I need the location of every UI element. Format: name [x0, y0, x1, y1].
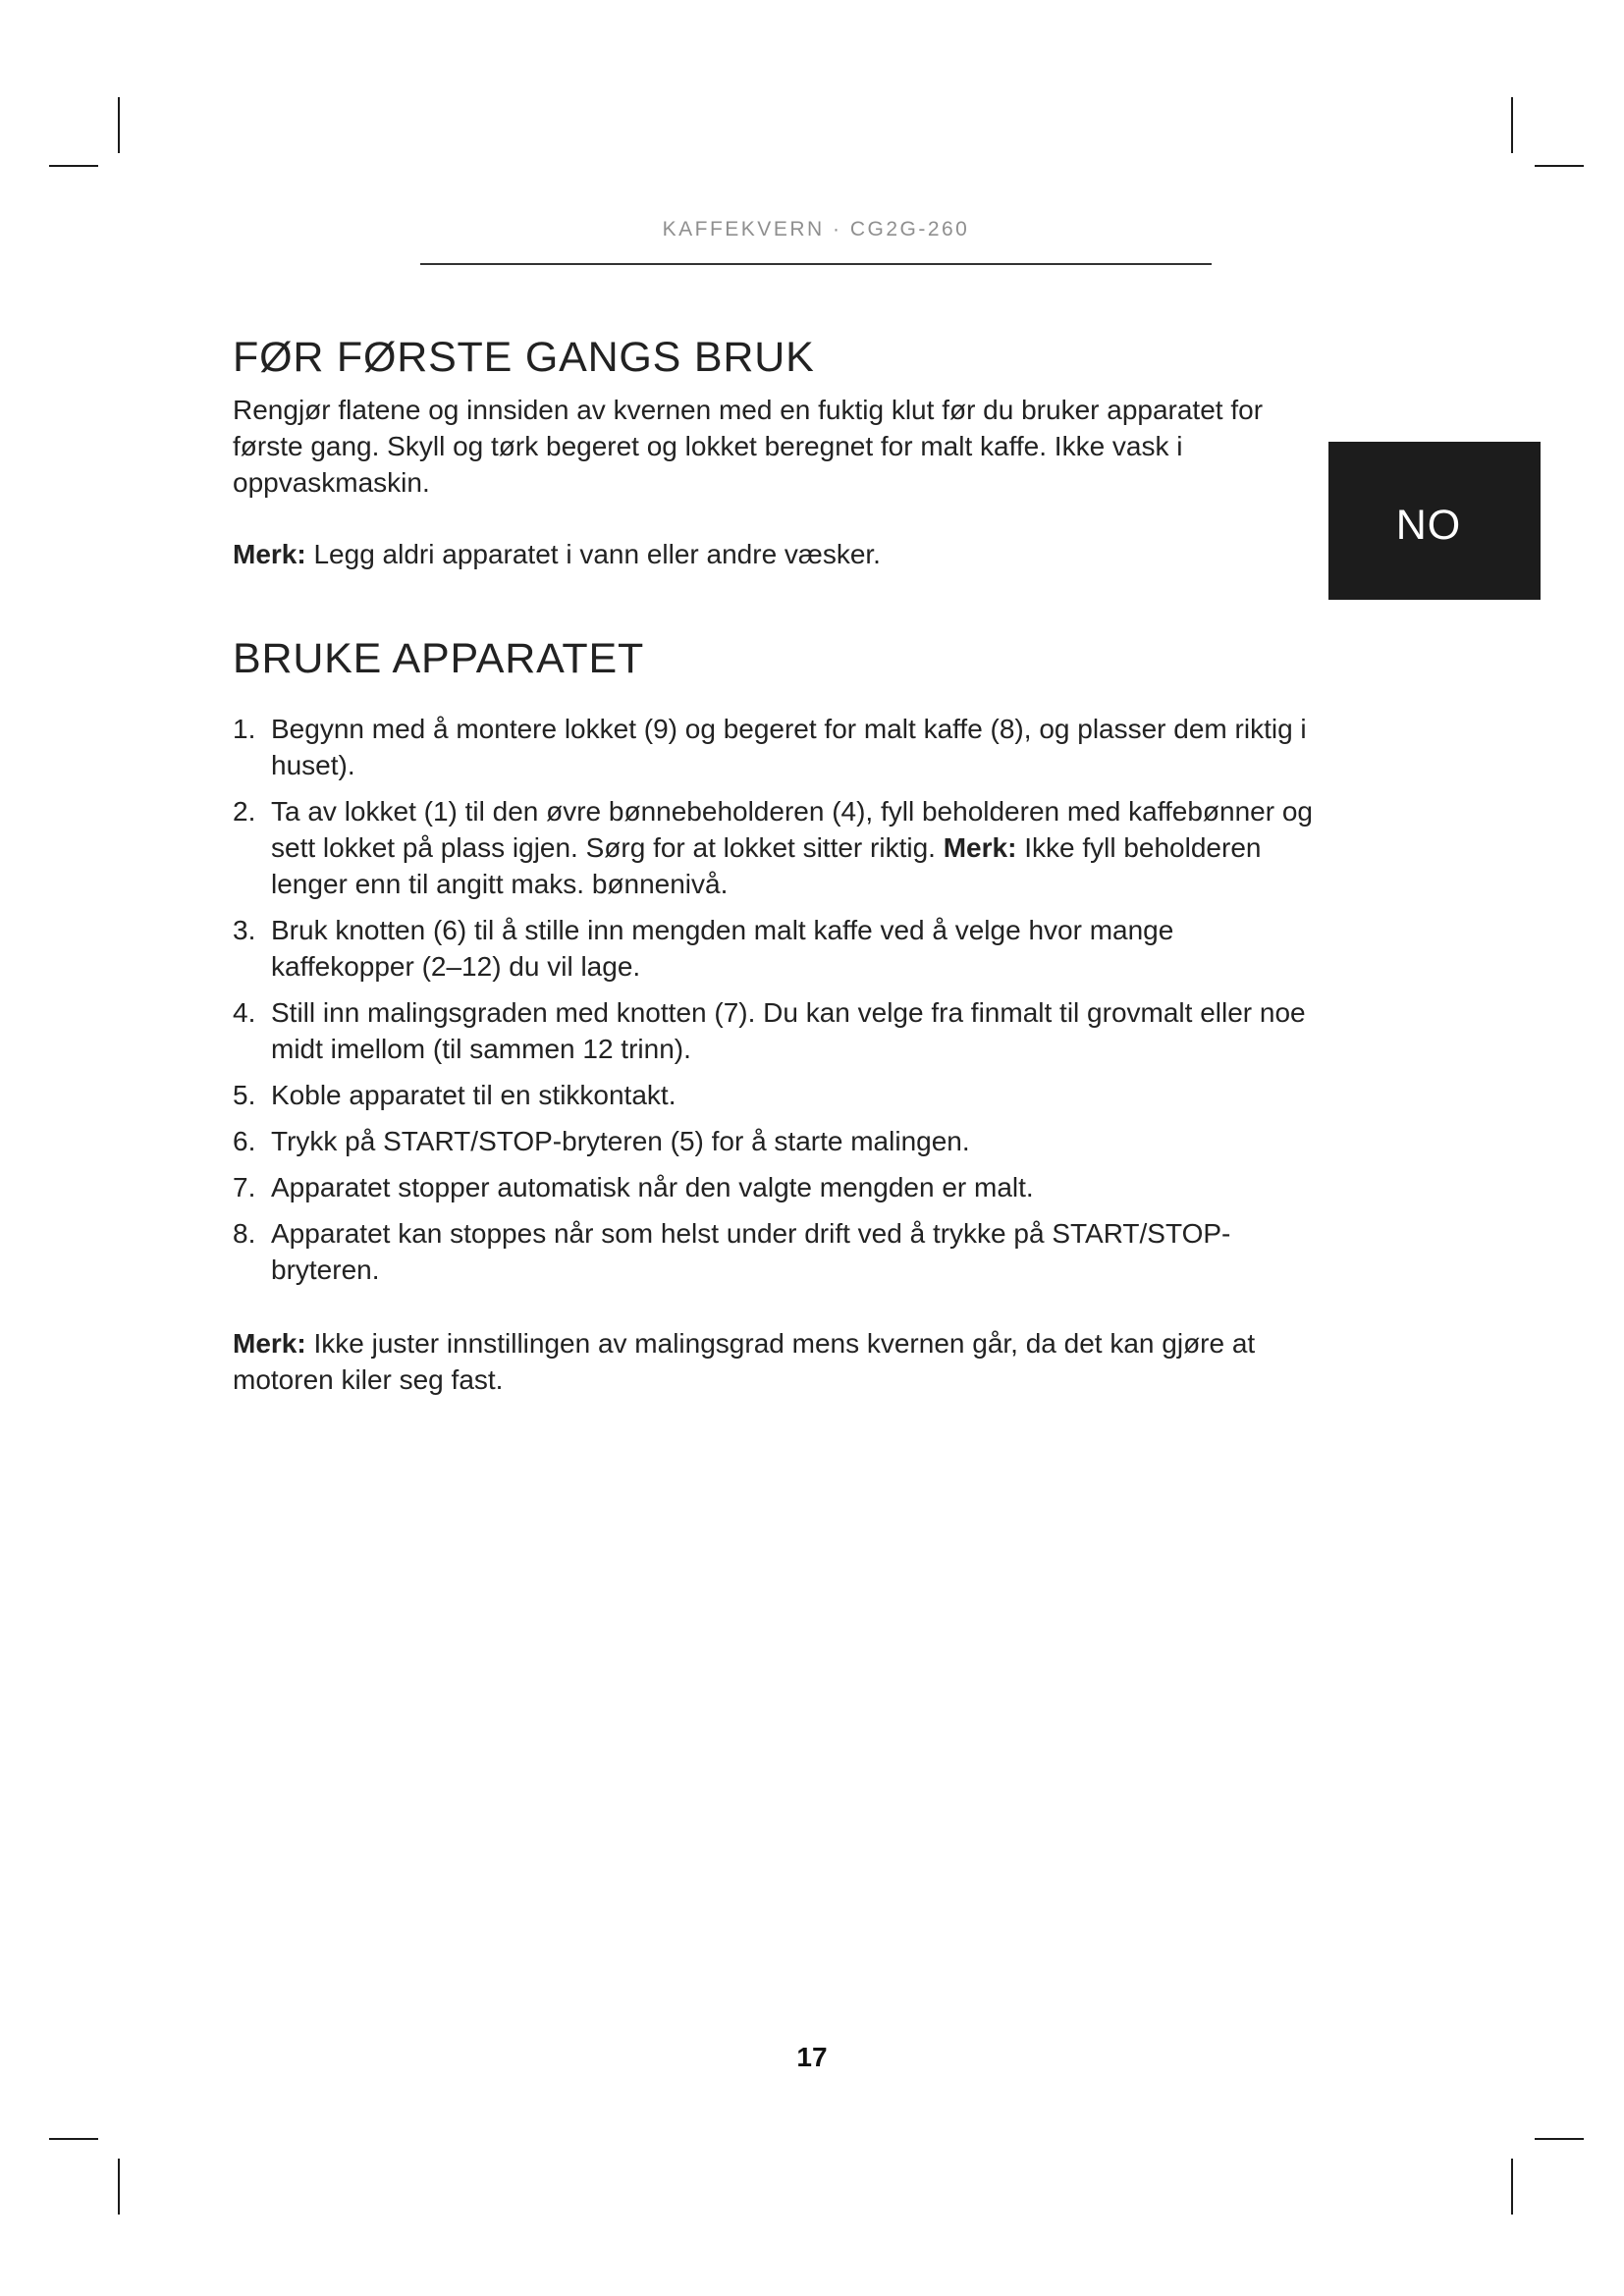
first-use-intro: Rengjør flatene og innsiden av kvernen med en fuktig klut før du bruker apparatet for første gang. Skyll og tørk begeret og lokket beregnet for malt kaffe. Ikke vask i oppvaskmaskin. — [233, 395, 1264, 498]
note-text: Legg aldri apparatet i vann eller andre væsker. — [313, 539, 881, 569]
step-text: Bruk knotten (6) til å stille inn mengden malt kaffe ved å velge hvor mange kaffekopper (2–12) du vil lage. — [271, 915, 1174, 982]
section-using-appliance — [233, 635, 1313, 1398]
step-text: Koble apparatet til en stikkontakt. — [271, 1080, 677, 1110]
step-number: 2. — [233, 796, 256, 827]
step-number: 5. — [233, 1080, 256, 1110]
header-divider — [420, 263, 1212, 265]
steps-list — [233, 711, 1313, 1288]
usage-note — [233, 1325, 1313, 1398]
crop-mark-top-left-vertical — [118, 97, 120, 153]
crop-mark-top-left-horizontal — [49, 165, 98, 167]
step-number: 3. — [233, 915, 256, 945]
step-item — [233, 1123, 1313, 1159]
crop-mark-top-right-horizontal — [1535, 165, 1584, 167]
step-item — [233, 1215, 1313, 1288]
note-label: Merk: — [233, 1328, 306, 1359]
crop-mark-top-right-vertical — [1511, 97, 1513, 153]
step-item — [233, 793, 1313, 902]
note-label: Merk: — [233, 539, 306, 569]
step-item — [233, 1169, 1313, 1205]
running-header: KAFFEKVERN · CG2G-260 — [662, 218, 970, 240]
step-number: 8. — [233, 1218, 256, 1249]
note-text: Ikke juster innstillingen av malingsgrad mens kvernen går, da det kan gjøre at motoren kiler seg fast. — [233, 1328, 1256, 1395]
crop-mark-bottom-right-vertical — [1511, 2159, 1513, 2215]
crop-mark-bottom-right-horizontal — [1535, 2138, 1584, 2140]
crop-mark-bottom-left-vertical — [118, 2159, 120, 2215]
step-number: 7. — [233, 1172, 256, 1202]
step-text: Begynn med å montere lokket (9) og begeret for malt kaffe (8), og plasser dem riktig i huset). — [271, 714, 1307, 780]
step-text: Apparatet stopper automatisk når den valgte mengden er malt. — [271, 1172, 1034, 1202]
step-item — [233, 1077, 1313, 1113]
language-tab — [1328, 442, 1541, 600]
first-use-note — [233, 536, 1313, 572]
section-first-use — [233, 334, 1313, 572]
section-title-first-use: FØR FØRSTE GANGS BRUK — [233, 334, 815, 381]
step-note-label: Merk: — [943, 832, 1017, 863]
step-text: Apparatet kan stoppes når som helst under drift ved å trykke på START/STOP-bryteren. — [271, 1218, 1231, 1285]
section-title-using-appliance: BRUKE APPARATET — [233, 635, 645, 682]
step-number: 4. — [233, 997, 256, 1028]
crop-mark-bottom-left-horizontal — [49, 2138, 98, 2140]
step-item — [233, 994, 1313, 1067]
step-note-text: Ikke fyll beholderen lenger enn til angitt maks. bønnenivå. — [271, 832, 1262, 899]
step-item — [233, 711, 1313, 783]
page-content — [233, 334, 1313, 1398]
step-text: Still inn malingsgraden med knotten (7). Du kan velge fra finmalt til grovmalt eller noe midt imellom (til sammen 12 trinn). — [271, 997, 1306, 1064]
step-number: 1. — [233, 714, 256, 744]
page-number: 17 — [796, 2042, 828, 2072]
step-text: Trykk på START/STOP-bryteren (5) for å starte malingen. — [271, 1126, 970, 1156]
step-number: 6. — [233, 1126, 256, 1156]
language-tab-label: NO — [1395, 502, 1462, 549]
step-text: Ta av lokket (1) til den øvre bønnebeholderen (4), fyll beholderen med kaffebønner og sett lokket på plass igjen. Sørg for at lokket sitter riktig. — [271, 796, 1313, 863]
step-item — [233, 912, 1313, 985]
